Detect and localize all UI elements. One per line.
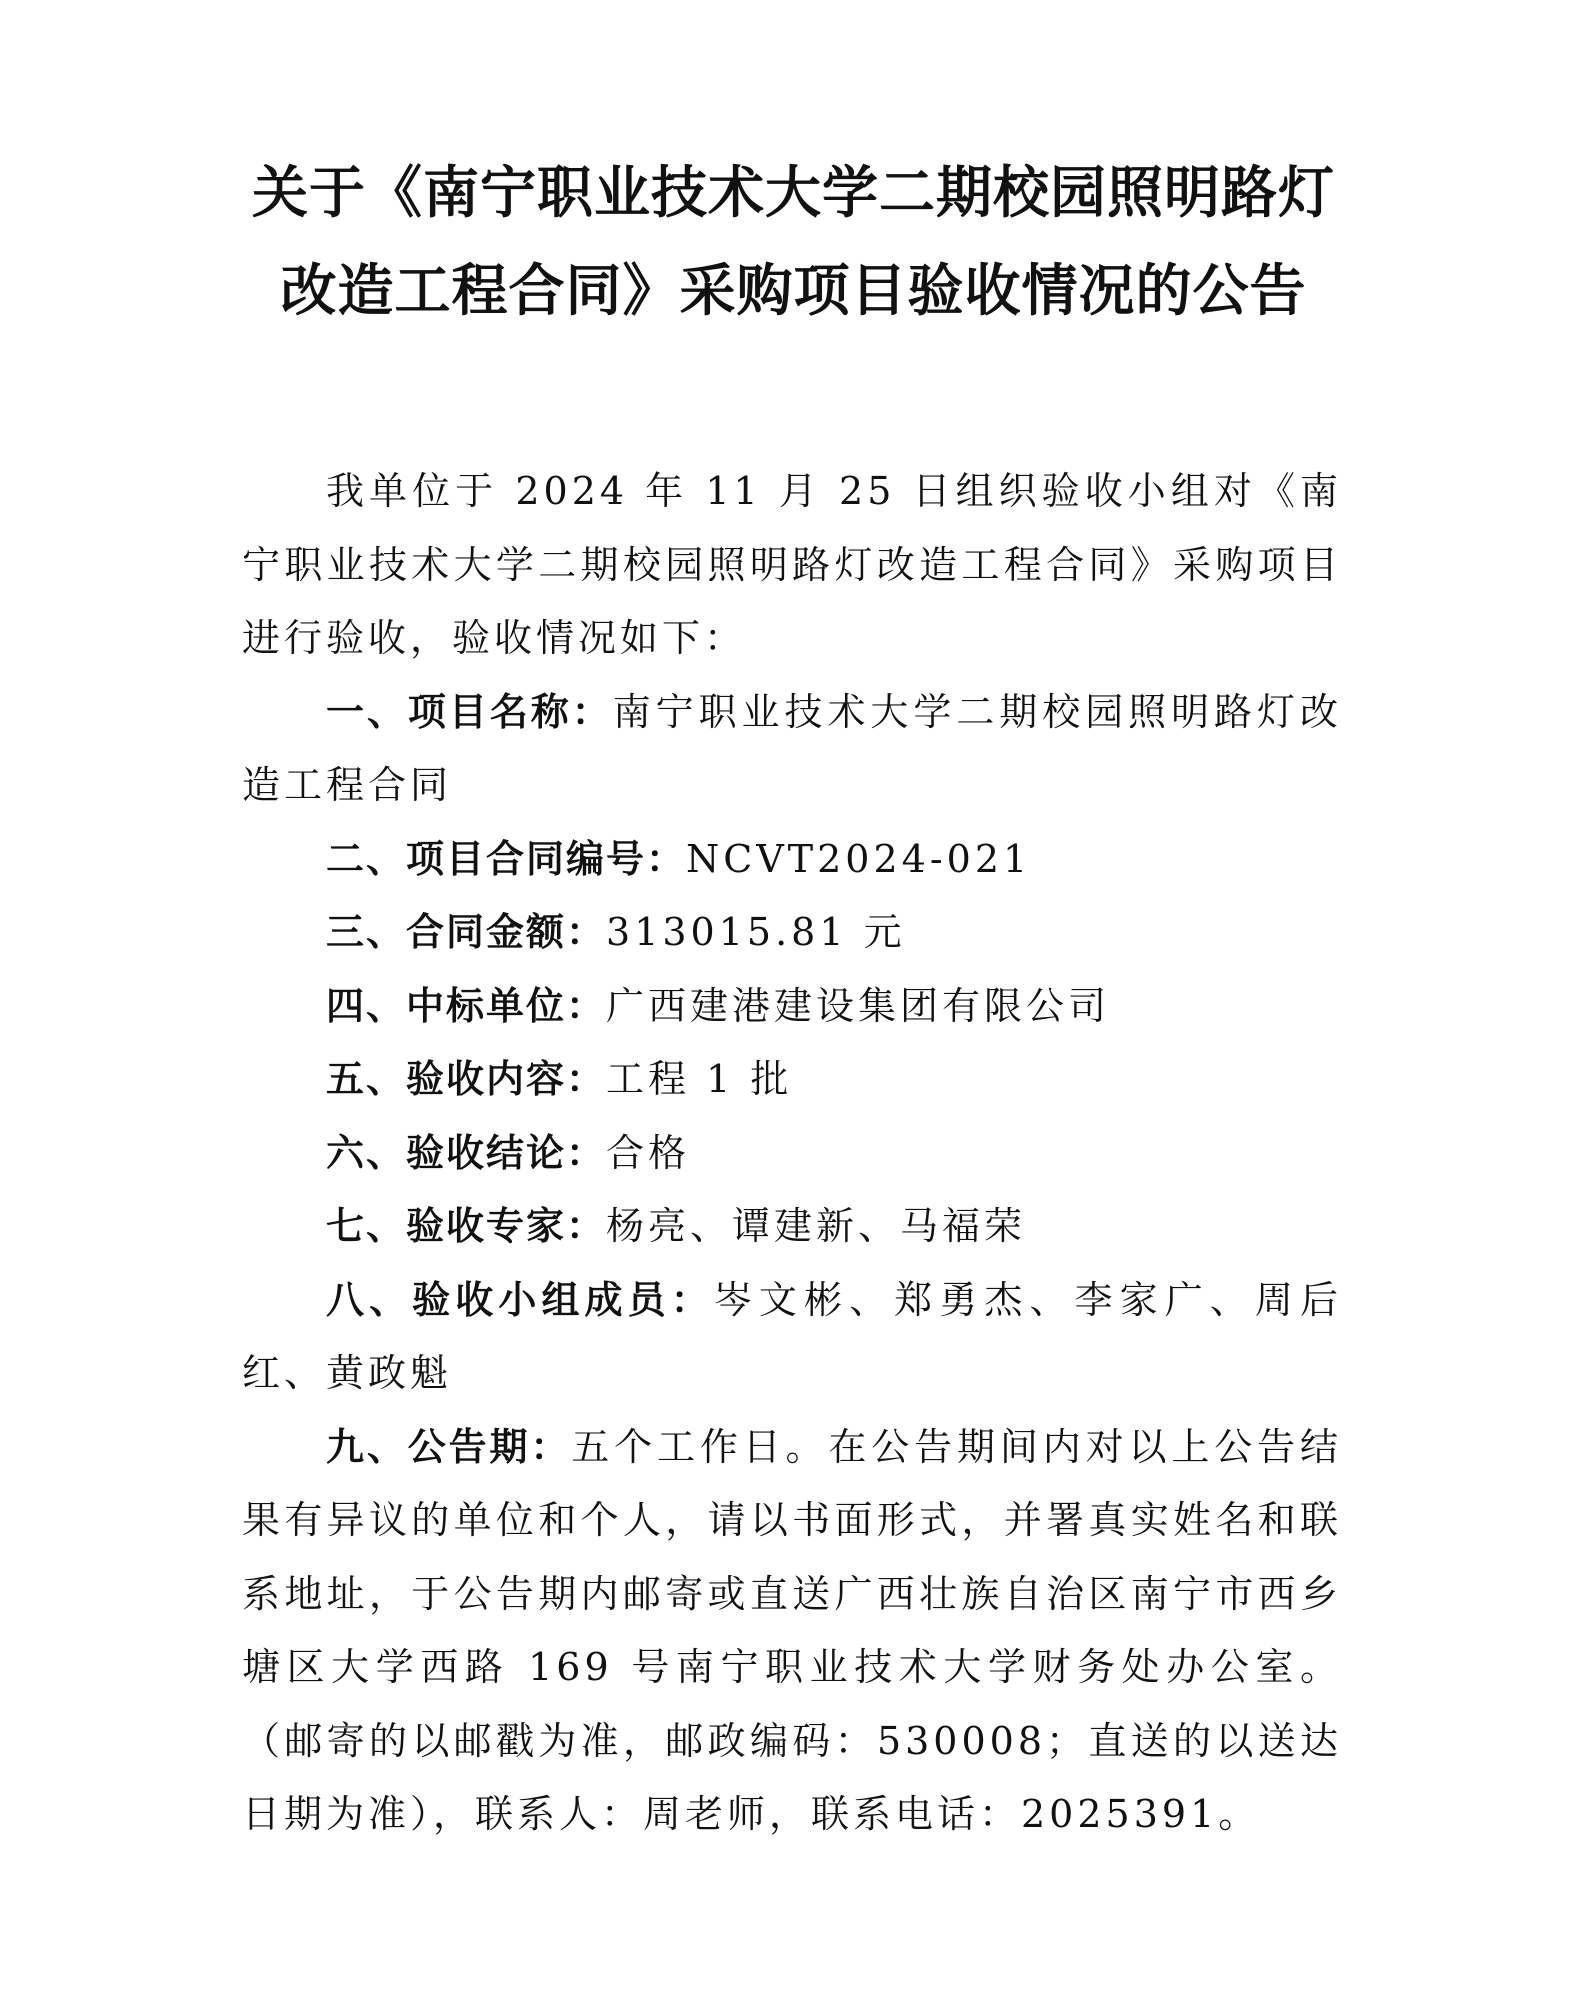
document-body bbox=[242, 455, 1342, 1852]
item-value: 313015.81 元 bbox=[606, 910, 906, 954]
item-label: 四、中标单位： bbox=[326, 983, 607, 1028]
item-label: 八、验收小组成员： bbox=[326, 1277, 714, 1322]
item-value: 南宁职业技术大学二期校园照明路灯改造工程合同 bbox=[242, 689, 1342, 807]
item-winning-bidder bbox=[242, 970, 1342, 1044]
document-title bbox=[200, 145, 1387, 341]
item-label: 九、公告期： bbox=[326, 1424, 572, 1469]
item-notice-period bbox=[242, 1411, 1342, 1852]
item-label: 七、验收专家： bbox=[326, 1204, 607, 1248]
item-value: 工程 1 批 bbox=[606, 1057, 793, 1101]
item-value: 广西建港建设集团有限公司 bbox=[606, 983, 1111, 1028]
item-label: 二、项目合同编号： bbox=[326, 836, 687, 881]
item-contract-amount bbox=[242, 896, 1342, 970]
item-label: 三、合同金额： bbox=[326, 910, 607, 954]
item-value: 五个工作日。在公告期间内对以上公告结果有异议的单位和个人，请以书面形式，并署真实姓名和联系地址，于公告期内邮寄或直送广西壮族自治区南宁市西乡塘区大学西路 169 号南宁职业技术大学财务处办公室。（邮寄的以邮戳为准，邮政编码：530008；直送的以送达日期为准），联系人：周老师，联系电话：2025391。 bbox=[242, 1424, 1342, 1836]
item-value: NCVT2024-021 bbox=[686, 836, 1032, 881]
item-value: 合格 bbox=[606, 1130, 691, 1175]
item-acceptance-content bbox=[242, 1043, 1342, 1117]
item-acceptance-experts bbox=[242, 1190, 1342, 1264]
item-value: 杨亮、谭建新、马福荣 bbox=[606, 1204, 1027, 1248]
item-label: 五、验收内容： bbox=[326, 1057, 607, 1101]
item-contract-number bbox=[242, 823, 1342, 897]
item-acceptance-team bbox=[242, 1264, 1342, 1411]
title-line-2: 改造工程合同》采购项目验收情况的公告 bbox=[280, 259, 1307, 324]
item-label: 六、验收结论： bbox=[326, 1130, 607, 1175]
intro-paragraph: 我单位于 2024 年 11 月 25 日组织验收小组对《南宁职业技术大学二期校园照明路灯改造工程合同》采购项目进行验收，验收情况如下： bbox=[242, 469, 1342, 660]
item-acceptance-conclusion bbox=[242, 1117, 1342, 1191]
title-line-1: 关于《南宁职业技术大学二期校园照明路灯 bbox=[252, 161, 1335, 226]
item-project-name bbox=[242, 676, 1342, 823]
item-value: 岑文彬、郑勇杰、李家广、周后红、黄政魁 bbox=[242, 1277, 1342, 1395]
item-label: 一、项目名称： bbox=[326, 689, 613, 734]
